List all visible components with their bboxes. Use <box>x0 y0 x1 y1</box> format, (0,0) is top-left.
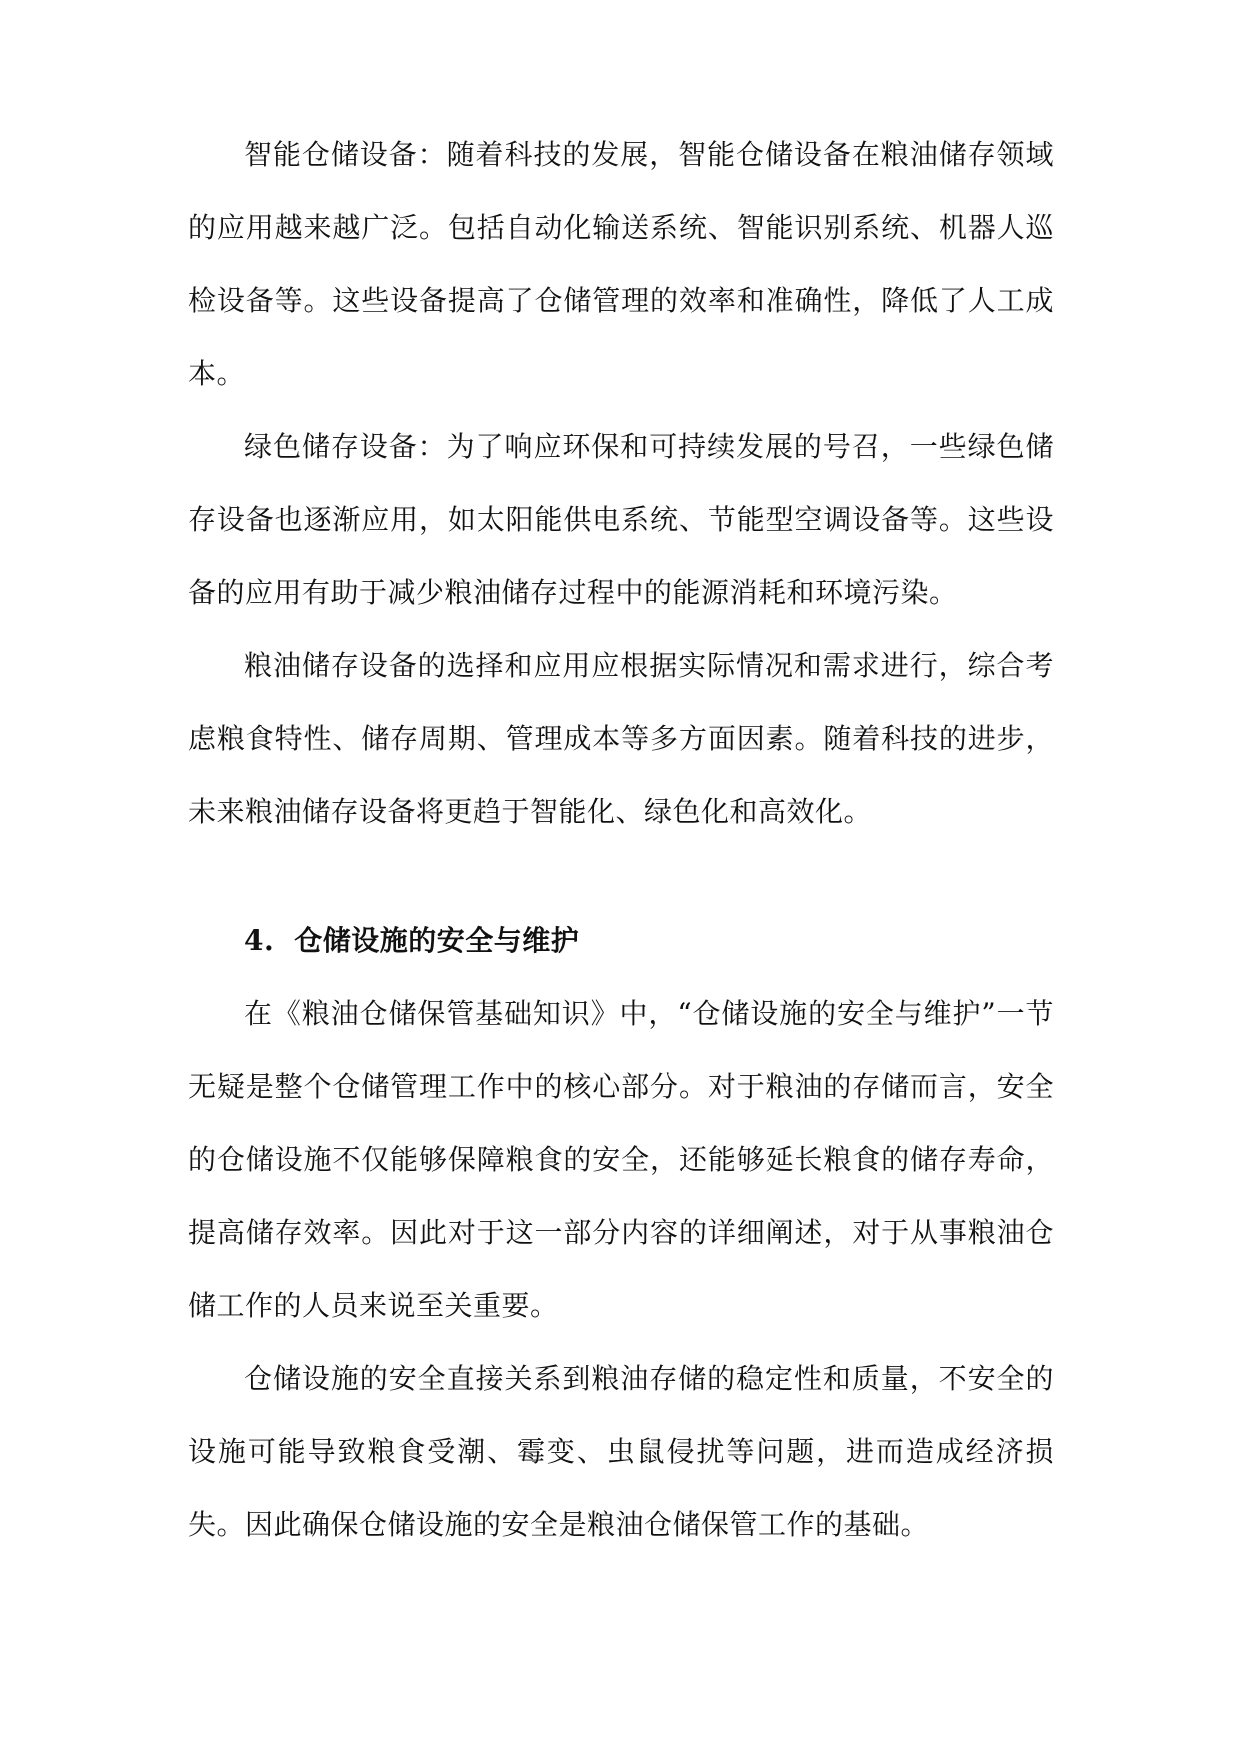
section-heading <box>188 904 1054 977</box>
paragraph-safety-importance: 仓储设施的安全直接关系到粮油存储的稳定性和质量，不安全的设施可能导致粮食受潮、霉变、虫鼠侵扰等问题，进而造成经济损失。因此确保仓储设施的安全是粮油仓储保管工作的基础。 <box>188 1362 1054 1541</box>
body-text-lower <box>188 977 1054 1561</box>
section-heading-block <box>188 904 1054 977</box>
paragraph-smart-storage: 智能仓储设备：随着科技的发展，智能仓储设备在粮油储存领域的应用越来越广泛。包括自动化输送系统、智能识别系统、机器人巡检设备等。这些设备提高了仓储管理的效率和准确性，降低了人工成本。 <box>188 138 1054 390</box>
paragraph-equipment-selection: 粮油储存设备的选择和应用应根据实际情况和需求进行，综合考虑粮食特性、储存周期、管理成本等多方面因素。随着科技的进步，未来粮油储存设备将更趋于智能化、绿色化和高效化。 <box>188 649 1054 828</box>
section-title: 仓储设施的安全与维护 <box>294 924 580 957</box>
paragraph-safety-intro: 在《粮油仓储保管基础知识》中，“仓储设施的安全与维护”一节无疑是整个仓储管理工作中的核心部分。对于粮油的存储而言，安全的仓储设施不仅能够保障粮食的安全，还能够延长粮食的储存寿命，提高储存效率。因此对于这一部分内容的详细阐述，对于从事粮油仓储工作的人员来说至关重要。 <box>188 997 1054 1322</box>
body-text-upper <box>188 118 1054 848</box>
paragraph-green-storage: 绿色储存设备：为了响应环保和可持续发展的号召，一些绿色储存设备也逐渐应用，如太阳能供电系统、节能型空调设备等。这些设备的应用有助于减少粮油储存过程中的能源消耗和环境污染。 <box>188 430 1054 609</box>
section-number: 4. <box>244 924 275 957</box>
